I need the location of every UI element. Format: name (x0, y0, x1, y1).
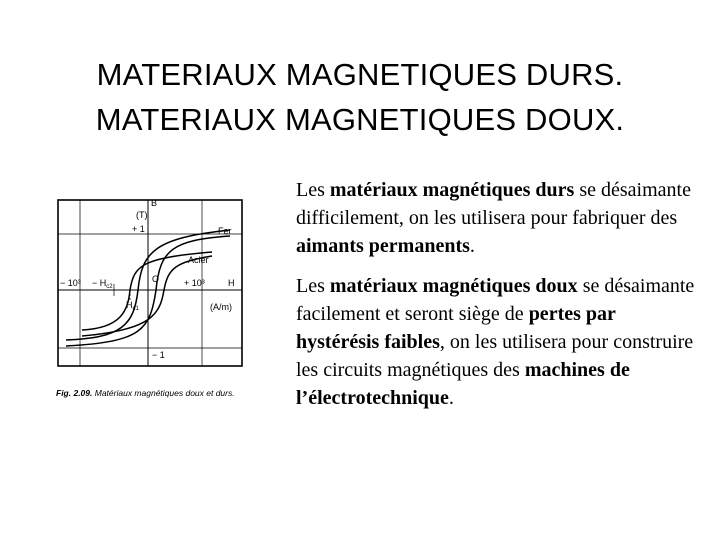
hysteresis-diagram (52, 190, 248, 390)
plus-one-label: + 1 (132, 224, 145, 234)
minus-one-label: − 1 (152, 350, 165, 360)
paragraph-durs (296, 176, 696, 260)
slide-title (0, 52, 720, 142)
minus-hc2-label: − $H_{c2}$ (92, 278, 113, 290)
figure-caption (56, 388, 252, 398)
text-segment: . (469, 235, 475, 257)
bold-term-machines: machines de l’électrotechnique (296, 359, 630, 409)
text-segment: se désaimante facilement et seront siège de (296, 275, 695, 325)
acier-label: Acier (188, 255, 209, 265)
caption-fig-number: Fig. 2.09. (56, 388, 93, 398)
title-line-doux: MATERIAUX MAGNETIQUES DOUX. (95, 102, 625, 137)
hysteresis-figure (52, 190, 248, 412)
bold-term-aimants-permanents: aimants permanents (296, 235, 470, 257)
origin-label: O (152, 274, 160, 284)
text-segment: Les (296, 179, 330, 201)
plus-1000-label: + 10³ (184, 278, 205, 288)
text-segment: Les (296, 275, 330, 297)
minus-1000-label: − 10³ (60, 278, 81, 288)
b-axis-label: B (151, 198, 158, 208)
paragraph-doux (296, 272, 696, 412)
h-axis-label: H (228, 278, 235, 288)
caption-text: Matériaux magnétiques doux et durs. (94, 388, 235, 398)
h-unit-label: (A/m) (210, 302, 232, 312)
text-segment: , on les utilisera pour construire les circuits magnétiques des (296, 331, 694, 381)
acier-loop-lower (82, 256, 212, 336)
figure-frame (58, 200, 242, 366)
title-line-durs: MATERIAUX MAGNETIQUES DURS. (96, 57, 624, 92)
body-text (296, 176, 696, 424)
bold-term-materiaux-doux: matériaux magnétiques doux (329, 275, 578, 297)
b-unit-label: (T) (136, 210, 148, 220)
text-segment: se désaimante difficilement, on les utilisera pour fabriquer des (296, 179, 691, 229)
bold-term-materiaux-durs: matériaux magnétiques durs (329, 179, 575, 201)
text-segment: . (448, 387, 454, 409)
fer-label: Fer (218, 226, 232, 236)
bold-term-pertes-hysteresis: pertes par hystérésis faibles (296, 303, 616, 353)
hc1-label: $H_{c1}$ (126, 300, 139, 312)
